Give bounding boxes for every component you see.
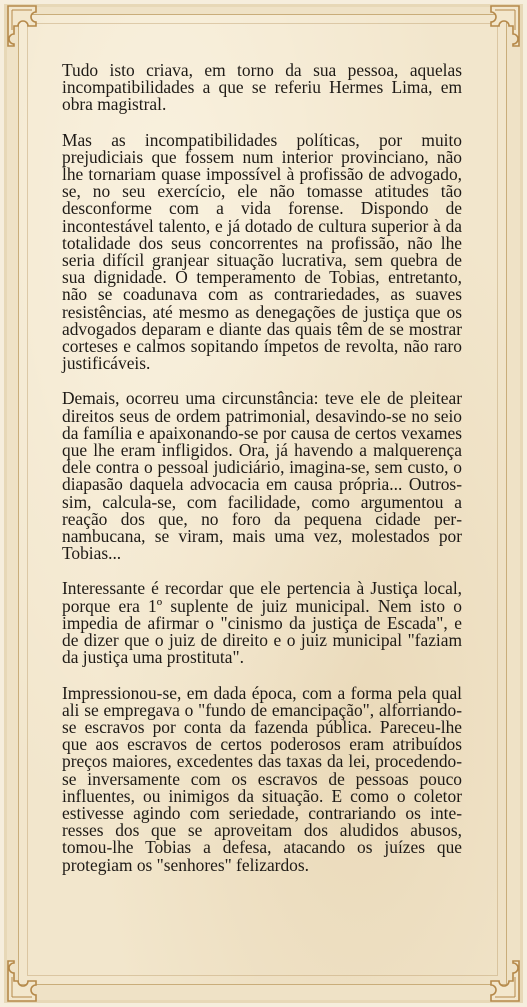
paragraph: Demais, ocorreu uma circunstância: teve ele de pleitear direitos seus de ordem patrimonial, desavindo-se no seio da família e apaixonando-se por causa de certos vexames que lhe eram infligidos. Ora, já havendo a malquerença dele contra o pessoal judiciário, imagina-se, sem custo, o diapasão daquela advocacia em causa própria... Outrossim, calcula-se, com facilidade, como argumentou a reação dos que, no foro da pequena cidade pernambucana, se viram, mais uma vez, molestados por Tobias... <box>62 388 462 564</box>
paragraph: Tudo isto criava, em torno da sua pessoa, aquelas incompatibilidades a que se referiu Hermes Lima, em obra magistral. <box>62 60 462 115</box>
corner-ornament-icon <box>6 959 50 1003</box>
paragraph: Impressionou-se, em dada época, com a forma pela qual ali se empregava o "fundo de emancipação", alforriando-se escravos por conta da fazenda pública. Pareceu-lhe que aos escravos de certos poderosos eram atribuídos preços maiores, excedentes das taxas da lei, procedendo-se inversamente com os escravos de pessoas pouco influentes, ou inimigos da situação. E como o coletor estivesse agindo com seriedade, contrariando os interesses dos que se aproveitam dos aludidos abusos, tomou-lhe Tobias a defesa, atacando os juízes que protegiam os "senhores" felizardos. <box>62 682 462 875</box>
paragraph: Mas as incompatibilidades políticas, por muito prejudiciais que fossem num interior provinciano, não lhe tornariam quase impossível à profissão de advogado, se, no seu exercício, ele não tomasse atitudes tão desconforme com a vida forense. Dispondo de incontestável talento, e já dotado de cultura superior à da totalidade dos seus concorrentes na profissão, não lhe seria difícil granjear situação lucrativa, sem quebra de sua dignidade. O temperamento de Tobias, entretanto, não se coadunava com as contrariedades, as suaves resistências, até mesmo as denegações de justiça que os advogados deparam e diante das quais têm de se mostrar corteses e calmos sopitando ímpetos de revolta, não raro justificáveis. <box>62 129 462 374</box>
corner-ornament-icon <box>6 4 50 48</box>
corner-ornament-icon <box>477 959 521 1003</box>
paragraph: Interessante é recordar que ele pertencia à Justiça local, porque era 1º suplente de juiz municipal. Nem isto o impedia de afirmar o "cinismo da justiça de Escada", e de dizer que o juiz de direito e o juiz municipal "faziam da justiça uma prostituta". <box>62 578 462 668</box>
corner-ornament-icon <box>477 4 521 48</box>
body-text <box>62 62 462 874</box>
